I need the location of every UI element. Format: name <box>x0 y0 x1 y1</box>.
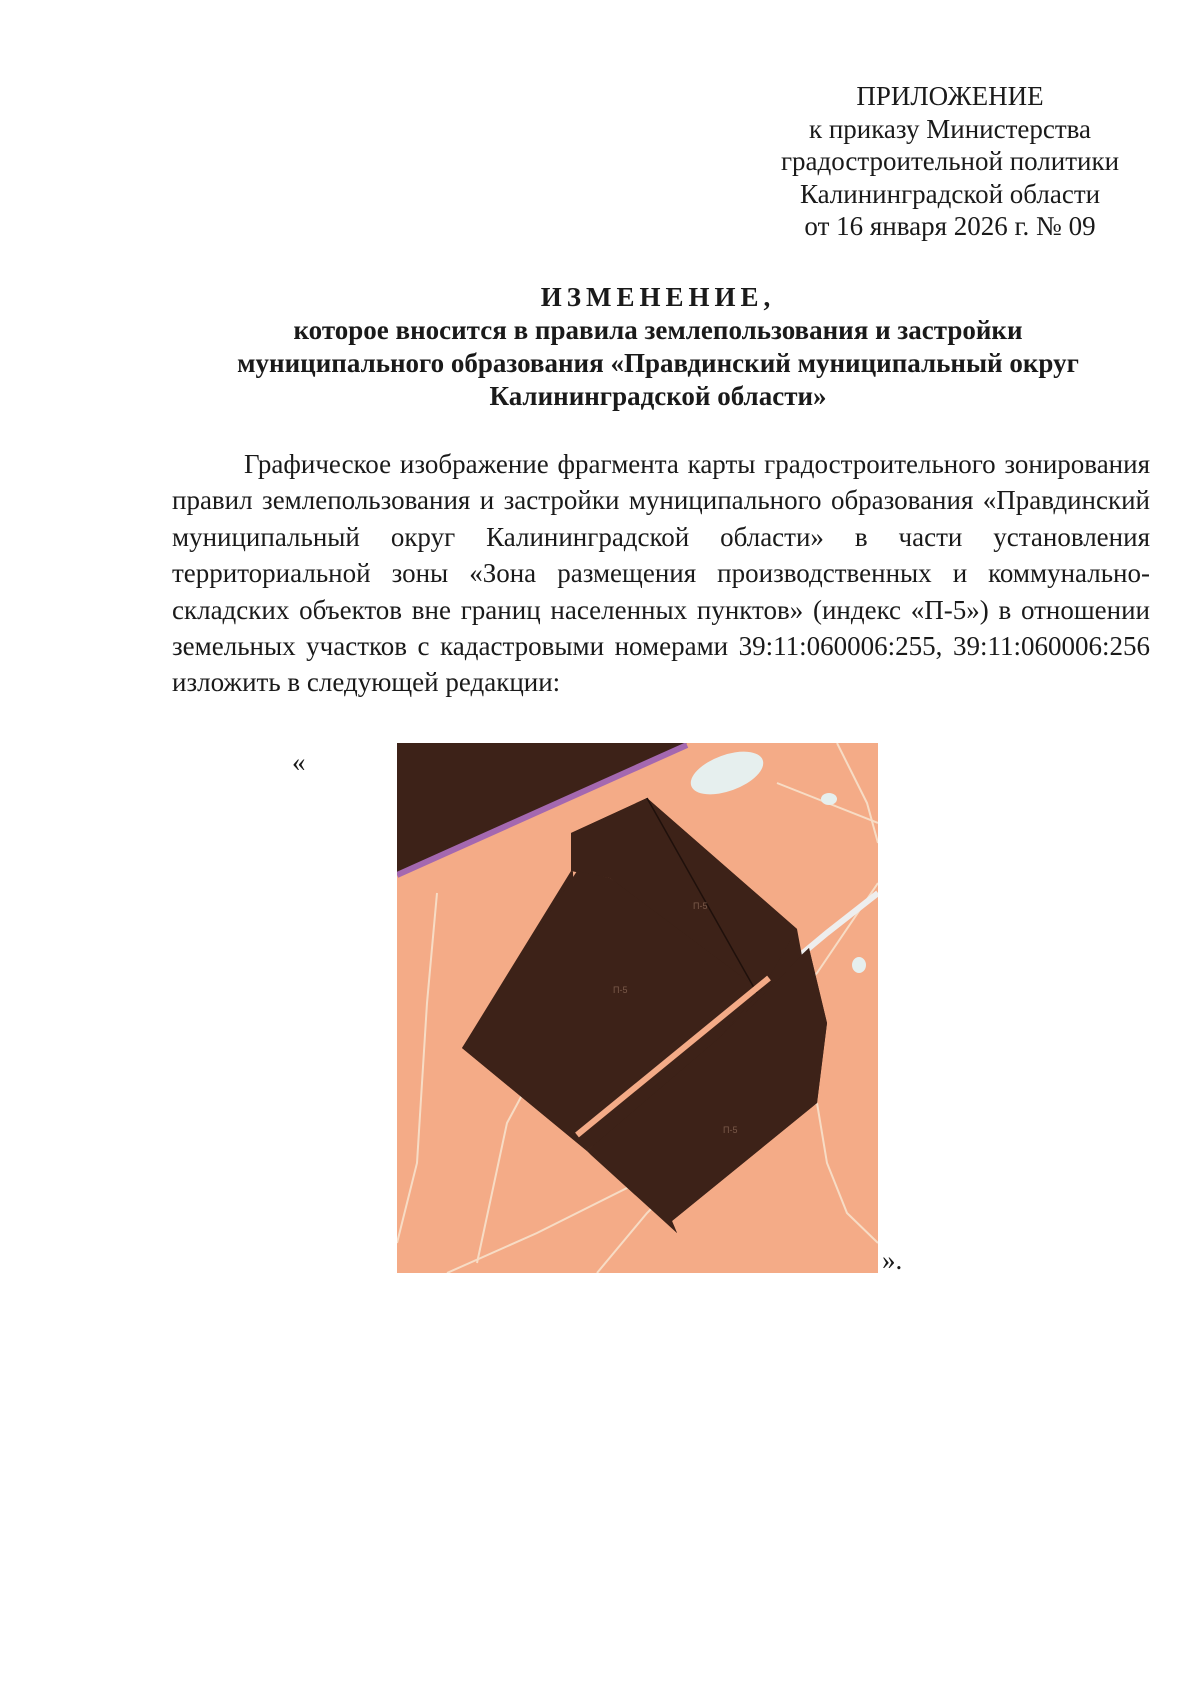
heading-title: ИЗМЕНЕНИЕ, <box>540 282 776 312</box>
appendix-block <box>720 80 1180 243</box>
heading-line-3: Калининградской области» <box>489 381 827 411</box>
closing-quote: ». <box>882 1245 903 1275</box>
appendix-line-3: Калининградской области <box>799 178 1101 209</box>
zoning-map-fragment <box>397 743 878 1273</box>
map-zone-label-3: П-5 <box>723 1125 738 1135</box>
map-zone-label-2: П-5 <box>613 985 628 995</box>
map-water-small-2 <box>852 957 866 973</box>
document-heading <box>0 281 1200 413</box>
appendix-title: ПРИЛОЖЕНИЕ <box>856 81 1044 111</box>
heading-line-1: которое вносится в правила землепользования и застройки <box>293 315 1023 345</box>
map-water-small-1 <box>821 793 837 805</box>
appendix-line-1: к приказу Министерства <box>808 113 1092 144</box>
appendix-date-number: от 16 января 2026 г. № 09 <box>804 211 1096 241</box>
map-zone-label-1: П-5 <box>693 901 708 911</box>
opening-quote: « <box>292 747 306 777</box>
body-paragraph: Графическое изображение фрагмента карты градостроительного зонирования правил землепользования и застройки муниципального образования «Правдинский муниципальный округ Калининградской области» в части установления территориальной зоны «Зона размещения производственных и коммунально-складских объектов вне границ населенных пунктов» (индекс «П-5») в отношении земельных участков с кадастровыми номерами 39:11:060006:255, 39:11:060006:256 изложить в следующей редакции: <box>172 449 1150 698</box>
heading-line-2: муниципального образования «Правдинский муниципальный округ <box>237 348 1079 378</box>
appendix-line-2: градостроительной политики <box>780 146 1120 176</box>
